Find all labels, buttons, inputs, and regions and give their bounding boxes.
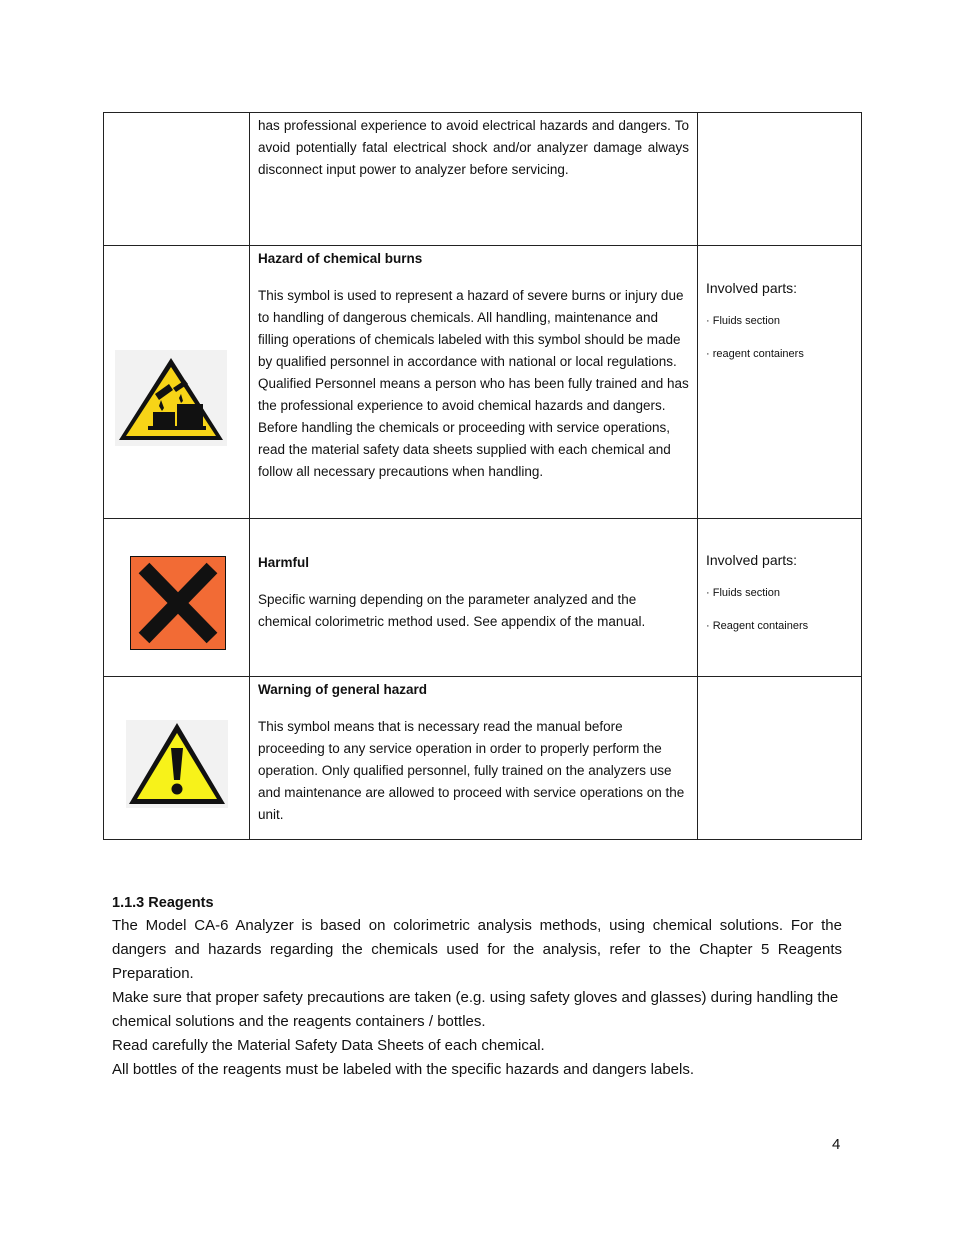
harmful-x-icon bbox=[130, 556, 226, 650]
table-row bbox=[104, 519, 862, 677]
description-cell bbox=[250, 677, 698, 840]
involved-parts-heading: Involved parts: bbox=[706, 280, 798, 296]
description-cell bbox=[250, 246, 698, 519]
table-row bbox=[104, 246, 862, 519]
reagents-section bbox=[112, 892, 842, 1082]
hazard-symbols-table bbox=[103, 112, 862, 840]
table-row bbox=[104, 113, 862, 246]
general-warning-icon bbox=[126, 720, 228, 808]
hazard-title: Warning of general hazard bbox=[258, 682, 428, 697]
body-paragraph: All bottles of the reagents must be labeled with the specific hazards and dangers labels. bbox=[112, 1061, 695, 1078]
icon-cell bbox=[104, 519, 250, 677]
corrosive-hazard-icon bbox=[115, 350, 227, 446]
hazard-description: Specific warning depending on the parameter analyzed and the chemical colorimetric method used. See appendix of the manual. bbox=[258, 592, 646, 629]
table-row bbox=[104, 677, 862, 840]
icon-cell-empty bbox=[104, 113, 250, 246]
hazard-title: Harmful bbox=[258, 555, 310, 570]
involved-parts-heading: Involved parts: bbox=[706, 552, 798, 568]
involved-parts-cell bbox=[698, 519, 862, 677]
involved-parts-cell bbox=[698, 246, 862, 519]
hazard-description: This symbol is used to represent a hazard of severe burns or injury due to handling of dangerous chemicals. All handling, maintenance and filling operations of chemicals labeled with this symbol should be made by qualified personnel in accordance with national or local regulations. Qualified Personnel means a person who has been fully trained and has the professional experience to avoid chemical hazards and dangers. Before handling the chemicals or proceeding with service operations, read the material safety data sheets supplied with each chemical and follow all necessary precautions when handling. bbox=[258, 288, 689, 479]
icon-cell bbox=[104, 677, 250, 840]
description-cell bbox=[250, 113, 698, 246]
body-paragraph: Make sure that proper safety precautions are taken (e.g. using safety gloves and glasses) during handling the chemical solutions and the reagents containers / bottles. bbox=[112, 989, 839, 1030]
description-cell bbox=[250, 519, 698, 677]
parts-cell-empty bbox=[698, 677, 862, 840]
involved-part-item: · reagent containers bbox=[706, 348, 804, 360]
hazard-description: This symbol means that is necessary read the manual before proceeding to any service operation in order to properly perform the operation. Only qualified personnel, fully trained on the analyzers use and maintenance are allowed to proceed with service operations on the unit. bbox=[258, 719, 685, 822]
involved-part-item: · Fluids section bbox=[706, 315, 780, 327]
involved-part-item: · Fluids section bbox=[706, 587, 780, 599]
electrical-hazard-continuation-text: has professional experience to avoid electrical hazards and dangers. To avoid potentially fatal electrical shock and/or analyzer damage always disconnect input power to analyzer before servicing. bbox=[258, 118, 689, 177]
body-paragraph: The Model CA-6 Analyzer is based on colorimetric analysis methods, using chemical solutions. For the dangers and hazards regarding the chemicals used for the analysis, refer to the Chapter 5 Reagents Preparation. bbox=[112, 917, 842, 982]
section-heading: 1.1.3 Reagents bbox=[112, 895, 214, 911]
icon-cell bbox=[104, 246, 250, 519]
involved-part-item: · Reagent containers bbox=[706, 620, 809, 632]
parts-cell-empty bbox=[698, 113, 862, 246]
page-number: 4 bbox=[832, 1136, 841, 1153]
body-paragraph: Read carefully the Material Safety Data Sheets of each chemical. bbox=[112, 1037, 545, 1054]
hazard-title: Hazard of chemical burns bbox=[258, 251, 423, 266]
